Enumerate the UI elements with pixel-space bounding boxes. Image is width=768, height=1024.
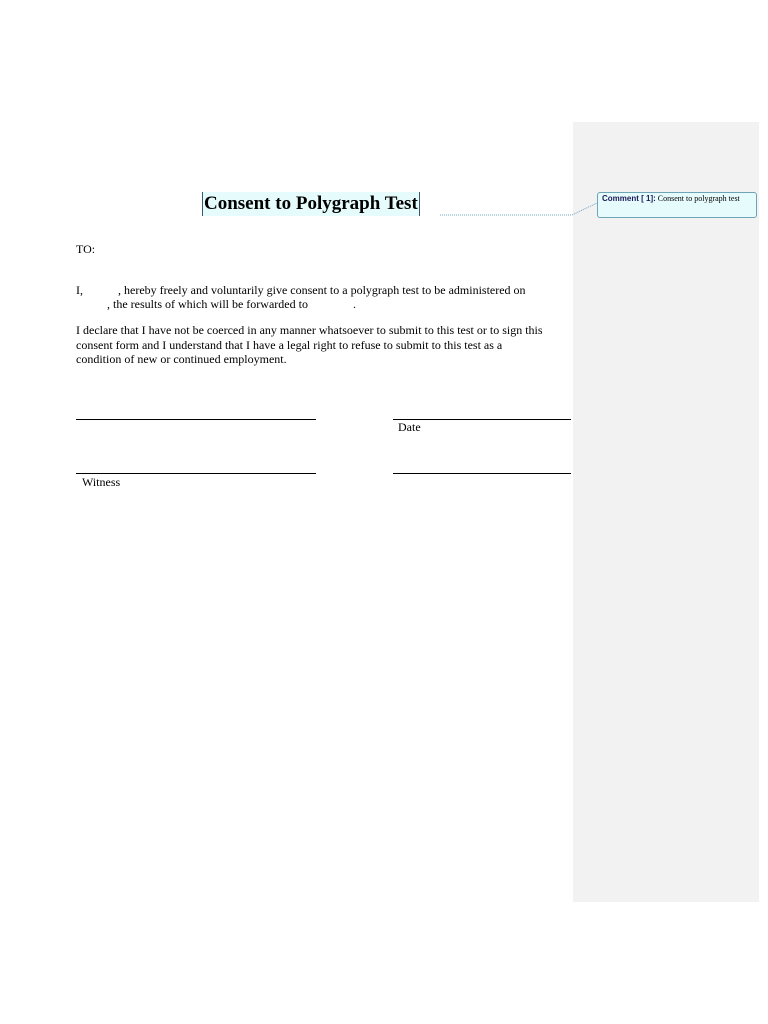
document-title[interactable]: Consent to Polygraph Test — [204, 193, 418, 214]
witness-signature-line — [76, 473, 316, 474]
paragraph1-line2: , the results of which will be forwarded to — [107, 297, 308, 311]
comment-text: Consent to polygraph test — [657, 194, 740, 203]
witness-date-line — [393, 473, 571, 474]
to-label: TO: — [76, 242, 96, 256]
witness-label: Witness — [82, 475, 121, 489]
comment-pane — [573, 122, 759, 902]
paragraph1-line2-end: . — [353, 297, 356, 311]
paragraph2-line3: condition of new or continued employment. — [76, 352, 287, 366]
paragraph1-line1-start: I, — [76, 283, 83, 297]
comment-balloon[interactable] — [597, 192, 757, 218]
paragraph2-line1: I declare that I have not be coerced in any manner whatsoever to submit to this test or to sign this — [76, 323, 543, 337]
date-label: Date — [398, 420, 421, 434]
paragraph1-line1: , hereby freely and voluntarily give consent to a polygraph test to be administered on — [118, 283, 526, 297]
signature-line — [76, 419, 316, 420]
paragraph2-line2: consent form and I understand that I have a legal right to refuse to submit to this test as a — [76, 338, 503, 352]
comment-label: Comment [ 1]: — [602, 194, 656, 203]
